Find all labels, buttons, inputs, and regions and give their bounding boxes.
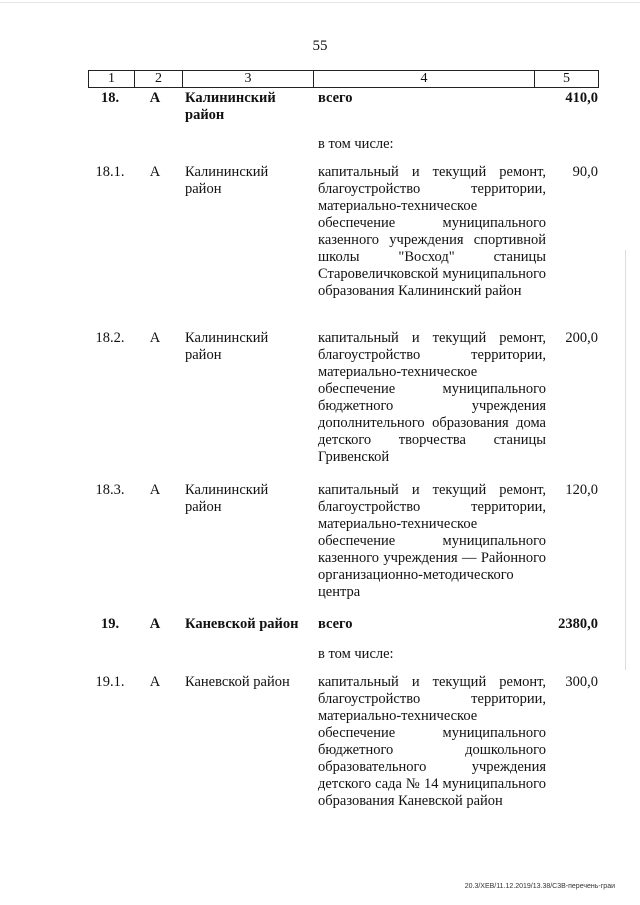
row-number: 18.2.	[95, 330, 125, 346]
row-number: 19.1.	[95, 674, 125, 690]
header-col-2: 2	[135, 71, 183, 87]
row-number: 18.3.	[95, 482, 125, 498]
row-description: капитальный и текущий ремонт, благоустройство территории, материально-техническое обеспечение муниципального казенного учреждения спортивной школы "Восход" станицы Старовеличковской муниципального образования Калининский район	[318, 164, 546, 299]
row-category: А	[149, 674, 161, 690]
row-district: Калининский район	[185, 330, 269, 363]
row-amount: 120,0	[565, 482, 598, 498]
row-amount: 200,0	[565, 330, 598, 346]
row-category: А	[149, 616, 161, 632]
row-description: капитальный и текущий ремонт, благоустройство территории, материально-техническое обеспечение муниципального казенного учреждения — Районного организационно-методического центра	[318, 482, 546, 600]
header-col-3: 3	[183, 71, 314, 87]
row-number: 18.	[100, 90, 120, 106]
row-number: 18.1.	[95, 164, 125, 180]
row-district: Каневской район	[185, 616, 299, 632]
row-amount: 2380,0	[558, 616, 598, 632]
document-footer-code: 20.3/ХЕВ/11.12.2019/13.38/С3В-перечень-граи	[464, 883, 615, 890]
subtotal-label: в том числе:	[318, 646, 394, 662]
row-description: всего	[318, 616, 353, 632]
row-district: Калининский район	[185, 482, 269, 515]
header-col-4: 4	[314, 71, 535, 87]
row-amount: 300,0	[565, 674, 598, 690]
header-col-5: 5	[563, 71, 570, 86]
row-category: А	[149, 164, 161, 180]
row-description: всего	[318, 90, 353, 106]
subtotal-label: в том числе:	[318, 136, 394, 152]
table-header	[88, 70, 599, 88]
row-number: 19.	[100, 616, 120, 632]
row-category: А	[149, 90, 161, 106]
row-amount: 90,0	[572, 164, 598, 180]
row-description: капитальный и текущий ремонт, благоустройство территории, материально-техническое обеспечение муниципального бюджетного дошкольного образовательного учреждения детского сада № 14 муниципального образования Каневской район	[318, 674, 546, 809]
row-district: Калининский район	[185, 164, 269, 197]
header-col-1: 1	[89, 71, 135, 87]
row-district: Калининский район	[185, 90, 276, 123]
row-district: Каневской район	[185, 674, 290, 690]
row-category: А	[149, 330, 161, 346]
page-number: 55	[312, 38, 328, 54]
row-amount: 410,0	[565, 90, 598, 106]
row-description: капитальный и текущий ремонт, благоустройство территории, материально-техническое обеспечение муниципального бюджетного учреждения дополнительного образования дома детского творчества станицы Гривенской	[318, 330, 546, 465]
row-category: А	[149, 482, 161, 498]
